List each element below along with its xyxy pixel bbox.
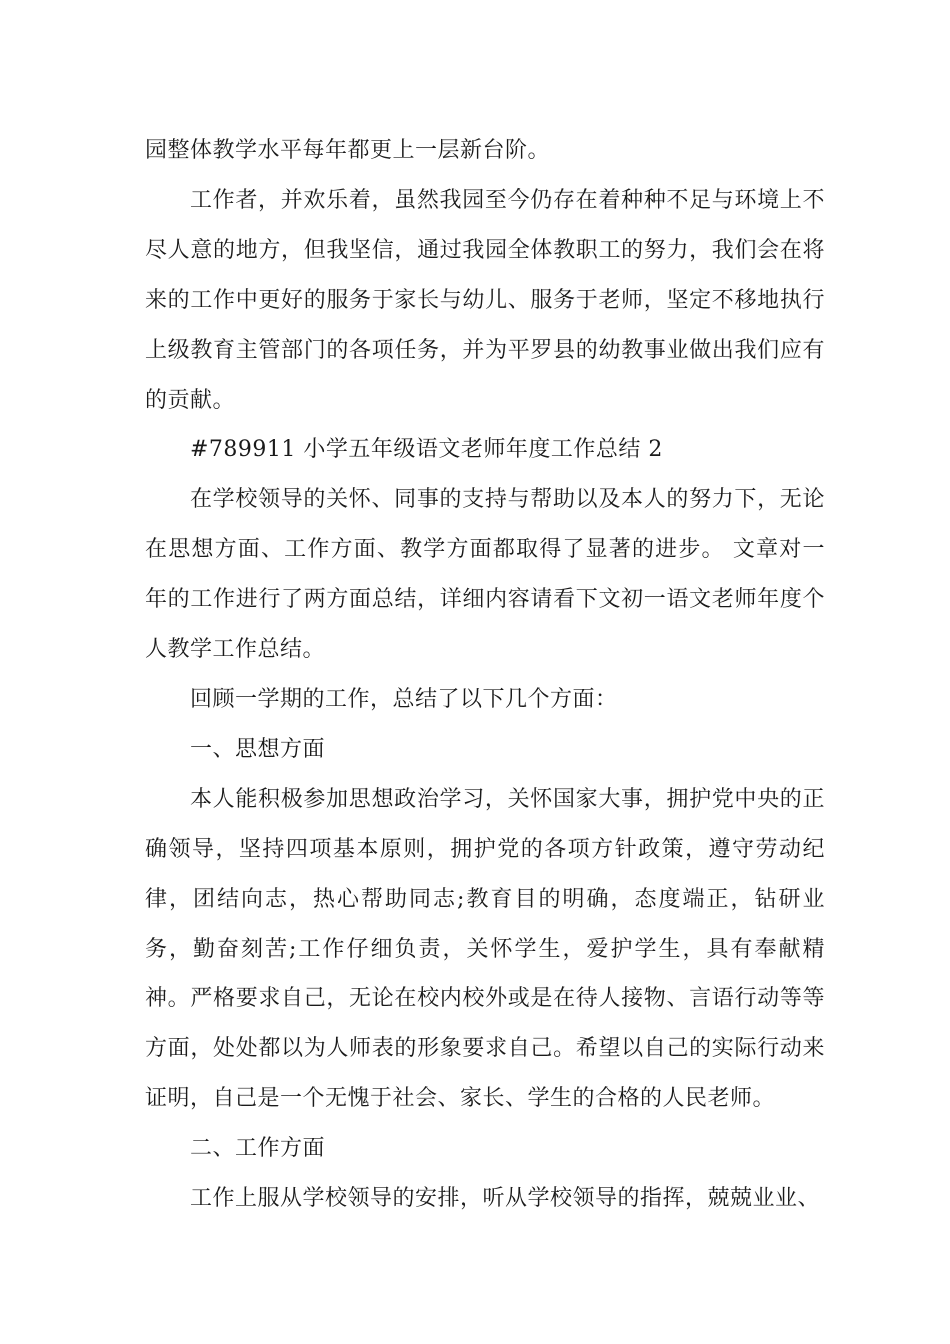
document-body (145, 126, 825, 1224)
paragraph-closing: 工作者，并欢乐着，虽然我园至今仍存在着种种不足与环境上不尽人意的地方，但我坚信，通过我园全体教职工的努力，我们会在将来的工作中更好的服务于家长与幼儿、服务于老师，坚定不移地执行上级教育主管部门的各项任务，并为平罗县的幼教事业做出我们应有的贡献。 (145, 187, 825, 413)
subheading-work: 二、工作方面 (190, 1136, 326, 1162)
paragraph-thought: 本人能积极参加思想政治学习，关怀国家大事，拥护党中央的正确领导，坚持四项基本原则，拥护党的各项方针政策，遵守劳动纪律，团结向志，热心帮助同志;教育目的明确，态度端正，钻研业务，勤奋刻苦;工作仔细负责，关怀学生，爱护学生，具有奉献精神。严格要求自己，无论在校内校外或是在待人接物、言语行动等等方面，处处都以为人师表的形象要求自己。希望以自己的实际行动来证明，自己是一个无愧于社会、家长、学生的合格的人民老师。 (145, 786, 825, 1112)
paragraph-continuation: 园整体教学水平每年都更上一层新台阶。 (145, 138, 551, 163)
section-heading: #789911 小学五年级语文老师年度工作总结 2 (190, 437, 663, 463)
paragraph-work: 工作上服从学校领导的安排，听从学校领导的指挥，兢兢业业、 (190, 1186, 821, 1212)
subheading-thought: 一、思想方面 (190, 736, 326, 762)
paragraph-intro: 在学校领导的关怀、同事的支持与帮助以及本人的努力下，无论在思想方面、工作方面、教学方面都取得了显著的进步。 文章对一年的工作进行了两方面总结，详细内容请看下文初一语文老师年度个人教学工作总结。 (145, 487, 825, 663)
paragraph-review: 回顾一学期的工作，总结了以下几个方面： (190, 686, 618, 712)
